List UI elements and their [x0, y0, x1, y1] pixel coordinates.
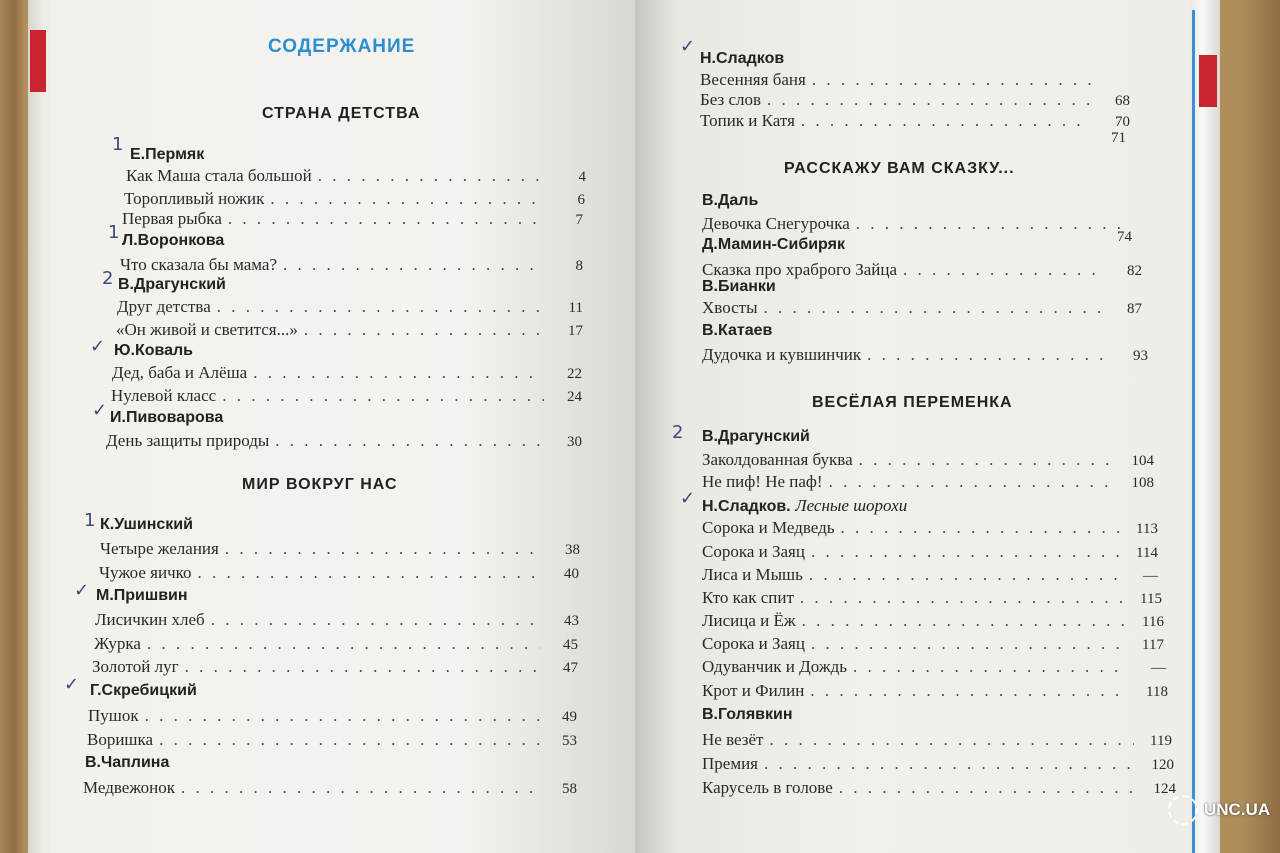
- toc-entry: [126, 166, 586, 186]
- entry-title: Одуванчик и Дождь: [702, 657, 847, 676]
- entry-title: Лиса и Мышь: [702, 565, 803, 584]
- toc-entry: [700, 70, 1130, 90]
- dot-leader: [269, 431, 544, 451]
- toc-entry: [112, 363, 582, 383]
- entry-title: Карусель в голове: [702, 778, 833, 797]
- dot-leader: [796, 611, 1126, 631]
- handwritten-mark: 2: [102, 268, 114, 289]
- handwritten-mark: 2: [672, 422, 684, 443]
- entry-title: Первая рыбка: [122, 209, 222, 228]
- entry-page: 4: [578, 169, 586, 185]
- entry-page: 116: [1142, 614, 1164, 630]
- author-name: М.Пришвин: [96, 587, 188, 604]
- entry-page: 11: [568, 300, 583, 316]
- toc-entry: [106, 431, 582, 451]
- toc-entry: [702, 681, 1168, 701]
- handwritten-mark: ✓: [64, 674, 80, 695]
- entry-title: Премия: [702, 754, 758, 773]
- handwritten-mark: ✓: [680, 488, 696, 509]
- entry-page: 87: [1127, 301, 1142, 317]
- entry-title: Журка: [94, 634, 141, 653]
- toc-entry: [702, 657, 1166, 677]
- entry-page: 17: [568, 323, 583, 339]
- dot-leader: [853, 450, 1116, 470]
- entry-page: 82: [1127, 263, 1142, 279]
- author-name-text: Н.Сладков.: [702, 498, 791, 515]
- toc-entry: [702, 611, 1164, 631]
- dot-leader: [277, 255, 545, 275]
- entry-title: Топик и Катя: [700, 111, 795, 130]
- section-heading: СТРАНА ДЕТСТВА: [262, 105, 421, 122]
- dot-leader: [804, 681, 1130, 701]
- dot-leader: [141, 634, 540, 654]
- toc-entry: [122, 209, 583, 229]
- author-name: В.Драгунский: [702, 428, 810, 445]
- entry-page: 71: [1111, 130, 1126, 146]
- dot-leader: [264, 189, 547, 209]
- red-bookmark-right: [1199, 55, 1217, 107]
- toc-entry: [120, 255, 583, 275]
- toc-entry: [117, 297, 583, 317]
- entry-title: Дудочка и кувшинчик: [702, 345, 862, 364]
- entry-page: 40: [564, 566, 579, 582]
- toc-entry: [87, 730, 577, 750]
- entry-page: 58: [562, 781, 577, 797]
- toc-entry: [95, 610, 579, 630]
- author-name: Ю.Коваль: [114, 342, 194, 359]
- entry-page: 114: [1136, 545, 1158, 561]
- entry-page: 119: [1150, 733, 1172, 749]
- toc-entry: [702, 345, 1148, 365]
- dot-leader: [794, 588, 1124, 608]
- entry-page: 108: [1131, 475, 1154, 491]
- author-name: Е.Пермяк: [130, 146, 205, 163]
- entry-page: 104: [1131, 453, 1154, 469]
- toc-entry: [700, 90, 1130, 110]
- dot-leader: [805, 542, 1120, 562]
- toc-entry: [99, 563, 579, 583]
- dot-leader: [761, 90, 1092, 110]
- entry-title: Лисичкин хлеб: [95, 610, 205, 629]
- toc-entry: [88, 706, 577, 726]
- sun-logo-icon: [1168, 795, 1198, 825]
- entry-page: 47: [563, 660, 578, 676]
- toc-entry: [111, 386, 582, 406]
- toc-entry: [702, 588, 1162, 608]
- dot-leader: [179, 657, 540, 677]
- toc-page-only: [1088, 130, 1130, 147]
- dot-leader: [847, 657, 1128, 677]
- dot-leader: [806, 70, 1092, 90]
- entry-title: Сорока и Медведь: [702, 518, 835, 537]
- entry-title: Не пиф! Не паф!: [702, 472, 823, 491]
- toc-entry: [702, 542, 1158, 562]
- entry-title: Нулевой класс: [111, 386, 217, 405]
- entry-page: —: [1143, 568, 1158, 584]
- section-heading: МИР ВОКРУГ НАС: [242, 476, 398, 493]
- entry-title: Без слов: [700, 90, 762, 109]
- author-name: И.Пивоварова: [110, 409, 224, 426]
- dot-leader: [835, 518, 1121, 538]
- dot-leader: [803, 565, 1120, 585]
- author-name: В.Драгунский: [118, 276, 226, 293]
- entry-page: 124: [1153, 781, 1176, 797]
- toc-entry: [83, 778, 577, 798]
- dot-leader: [823, 472, 1116, 492]
- toc-entry: [124, 189, 585, 209]
- toc-entry: [92, 657, 578, 677]
- entry-page: 49: [562, 709, 577, 725]
- entry-title: Чужое яичко: [99, 563, 192, 582]
- handwritten-mark: 1: [84, 510, 96, 531]
- toc-entry: [702, 754, 1174, 774]
- entry-title: Не везёт: [702, 730, 764, 749]
- entry-page: 118: [1146, 684, 1168, 700]
- entry-page: 115: [1140, 591, 1162, 607]
- toc-entry: [116, 320, 583, 340]
- entry-page: 68: [1115, 93, 1130, 109]
- entry-page: 22: [567, 366, 582, 382]
- toc-entry: [702, 472, 1154, 492]
- dot-leader: [211, 297, 545, 317]
- entry-title: Как Маша стала большой: [126, 166, 312, 185]
- entry-page: 53: [562, 733, 577, 749]
- entry-title: День защиты природы: [106, 431, 270, 450]
- dot-leader: [153, 730, 539, 750]
- contents-title: СОДЕРЖАНИЕ: [268, 36, 416, 57]
- dot-leader: [222, 209, 545, 229]
- dot-leader: [216, 386, 544, 406]
- handwritten-mark: ✓: [680, 36, 696, 57]
- dot-leader: [298, 320, 545, 340]
- dot-leader: [861, 345, 1110, 365]
- entry-title: Кто как спит: [702, 588, 794, 607]
- dot-leader: [795, 111, 1092, 131]
- entry-page: 74: [1117, 229, 1132, 245]
- dot-leader: [850, 214, 1132, 234]
- entry-title: Четыре желания: [100, 539, 219, 558]
- entry-title: Сказка про храброго Зайца: [702, 260, 898, 279]
- entry-page: 93: [1133, 348, 1148, 364]
- entry-title: Что сказала бы мама?: [120, 255, 278, 274]
- toc-entry: [94, 634, 578, 654]
- section-heading: ВЕСЁЛАЯ ПЕРЕМЕНКА: [812, 394, 1013, 411]
- entry-page: 8: [575, 258, 583, 274]
- entry-page: 7: [575, 212, 583, 228]
- dot-leader: [192, 563, 541, 583]
- red-bookmark-left: [30, 30, 46, 92]
- entry-title: Золотой луг: [92, 657, 179, 676]
- author-name: Д.Мамин-Сибиряк: [702, 236, 845, 253]
- toc-entry: [702, 634, 1164, 654]
- entry-page: 117: [1142, 637, 1164, 653]
- handwritten-mark: ✓: [74, 580, 90, 601]
- author-name: В.Даль: [702, 192, 759, 209]
- handwritten-mark: 1: [108, 222, 120, 243]
- blue-edge-line: [1192, 10, 1195, 853]
- dot-leader: [139, 706, 539, 726]
- entry-title: Пушок: [88, 706, 139, 725]
- dot-leader: [758, 298, 1104, 318]
- dot-leader: [833, 778, 1138, 798]
- handwritten-mark: ✓: [90, 336, 106, 357]
- author-name: Г.Скребицкий: [90, 682, 197, 699]
- entry-page: —: [1151, 660, 1166, 676]
- entry-page: 113: [1136, 521, 1158, 537]
- dot-leader: [897, 260, 1104, 280]
- toc-entry: [702, 298, 1142, 318]
- entry-title: Торопливый ножик: [124, 189, 265, 208]
- author-subtitle: Лесные шорохи: [795, 496, 908, 515]
- dot-leader: [247, 363, 544, 383]
- author-name: К.Ушинский: [100, 516, 193, 533]
- entry-page: 45: [563, 637, 578, 653]
- author-name: В.Голявкин: [702, 706, 793, 723]
- watermark-text: UNC.UA: [1204, 800, 1271, 819]
- entry-title: Сорока и Заяц: [702, 542, 805, 561]
- entry-title: «Он живой и светится...»: [116, 320, 298, 339]
- toc-entry: [702, 778, 1176, 798]
- handwritten-mark: 1: [112, 134, 124, 155]
- dot-leader: [758, 754, 1136, 774]
- entry-title: Заколдованная буква: [702, 450, 853, 469]
- author-name: В.Чаплина: [85, 754, 170, 771]
- author-name: [702, 496, 907, 516]
- entry-page: 30: [567, 434, 582, 450]
- entry-page: 70: [1115, 114, 1130, 130]
- entry-title: Лисица и Ёж: [702, 611, 796, 630]
- handwritten-mark: ✓: [92, 400, 108, 421]
- toc-entry: [100, 539, 580, 559]
- toc-entry: [702, 518, 1158, 538]
- dot-leader: [312, 166, 548, 186]
- entry-title: Девочка Снегурочка: [702, 214, 850, 233]
- author-name: В.Катаев: [702, 322, 773, 339]
- dot-leader: [205, 610, 541, 630]
- toc-entry: [702, 260, 1142, 280]
- toc-page-only: [1094, 229, 1136, 246]
- dot-leader: [219, 539, 542, 559]
- entry-title: Друг детства: [117, 297, 211, 316]
- entry-page: 43: [564, 613, 579, 629]
- entry-page: 6: [577, 192, 585, 208]
- toc-entry: [702, 565, 1158, 585]
- section-heading: РАССКАЖУ ВАМ СКАЗКУ...: [784, 160, 1015, 177]
- entry-title: Весенняя баня: [700, 70, 806, 89]
- toc-entry: [702, 214, 1132, 234]
- entry-title: Хвосты: [702, 298, 758, 317]
- toc-entry: [702, 730, 1172, 750]
- entry-title: Дед, баба и Алёша: [112, 363, 248, 382]
- author-name: В.Бианки: [702, 278, 776, 295]
- entry-title: Воришка: [87, 730, 154, 749]
- dot-leader: [805, 634, 1126, 654]
- author-name: Л.Воронкова: [122, 232, 225, 249]
- author-name: Н.Сладков: [700, 50, 785, 67]
- entry-title: Медвежонок: [83, 778, 176, 797]
- dot-leader: [763, 730, 1134, 750]
- dot-leader: [175, 778, 539, 798]
- watermark: [1168, 795, 1270, 825]
- entry-page: 120: [1151, 757, 1174, 773]
- entry-title: Крот и Филин: [702, 681, 805, 700]
- toc-entry: [700, 111, 1130, 131]
- entry-page: 38: [565, 542, 580, 558]
- entry-title: Сорока и Заяц: [702, 634, 805, 653]
- toc-entry: [702, 450, 1154, 470]
- entry-page: 24: [567, 389, 582, 405]
